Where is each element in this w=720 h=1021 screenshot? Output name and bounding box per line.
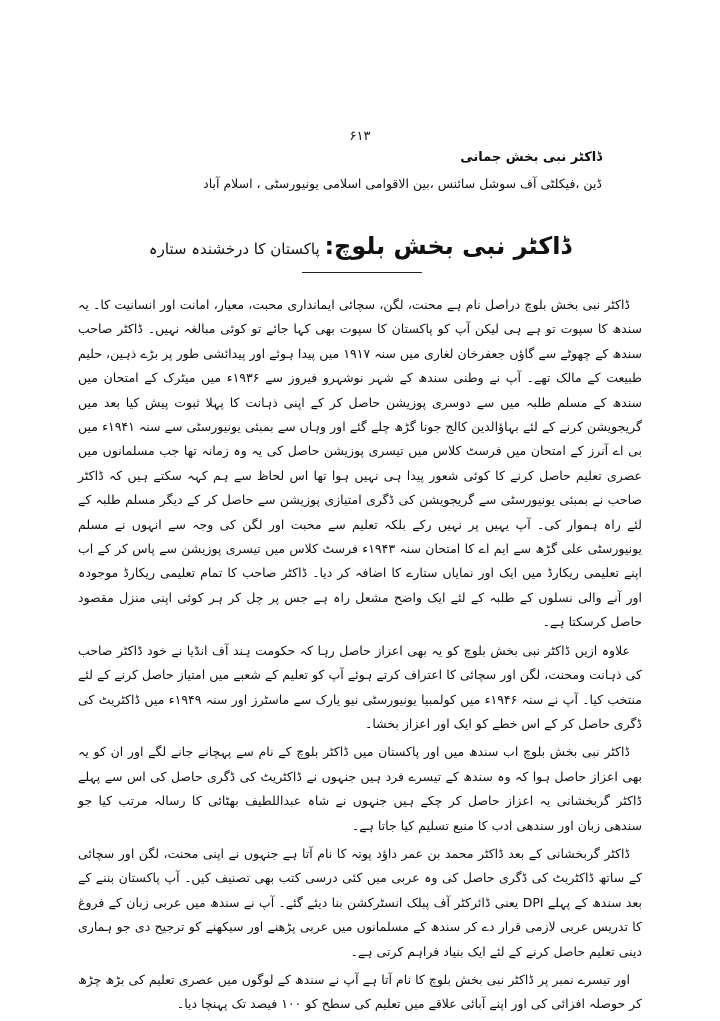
author-name: ڈاکٹر نبی بخش جمانی [460, 150, 602, 165]
page-number: ۶۱۳ [349, 129, 371, 144]
title-divider [302, 272, 422, 273]
title-subtitle: پاکستان کا درخشندہ ستارہ [148, 240, 325, 258]
paragraph: علاوہ ازیں ڈاکٹر نبی بخش بلوچ کو یہ بھی اعزاز حاصل رہا کہ حکومت ہند آف انڈیا نے خود ڈاکٹر صاحب کی ذہانت ومحنت، لگن اور سچائی کا اعتراف کرتے ہوئے آپ کو تعلیم کے شعبے میں امتیاز حاصل کرنے کے لئے منتخب کیا۔ آپ نے سنہ ۱۹۴۶ء میں کولمبیا یونیورسٹی نیو یارک سے ماسٹرز اور سنہ ۱۹۴۹ء میں ڈاکٹریٹ کی ڈگری حاصل کر کے اس خطے کو ایک اور اعزاز بخشا۔ [78, 642, 642, 731]
paragraph: ڈاکٹر نبی بخش بلوچ دراصل نام ہے محنت، لگن، سچائی ایمانداری محبت، معیار، امانت اور انسانیت کا۔ یہ سندھ کا سپوت تو ہے ہی لیکن آپ کو پاکستان کا سپوت بھی کہا جائے تو کوئی مبالغہ نہیں۔ ڈاکٹر صاحب سندھ کے چھوٹے سے گاؤں جعفرخان لغاری میں سنہ ۱۹۱۷ میں پیدا ہوئے اور پیدائشی طور پر بڑے ذہین، حلیم طبیعت کے مالک تھے۔ آپ نے وطنی سندھ کے شہر نوشہرو فیروز سے ۱۹۳۶ء میں میٹرک کے امتحان میں سندھ کے مسلم طلبہ میں سے دوسری پوزیشن حاصل کر کے اپنی ذہانت کا پہلا ثبوت پیش کیا بعد میں گریجویشن کرنے کے لئے بہاؤالدین کالج جونا گڑھ چلے گئے اور وہاں سے بمبئی یونیورسٹی سے سنہ ۱۹۴۱ء میں بی اے آنرز کے امتحان میں فرسٹ کلاس میں تیسری پوزیشن حاصل کی یہ وہ زمانہ تھا جب مسلمانوں میں عصری تعلیم حاصل کرنے کا کوئی شعور پیدا ہی نہیں ہوا تھا اس لحاظ سے ہم کہہ سکتے ہیں کہ ڈاکٹر صاحب نے بمبئی یونیورسٹی سے گریجویشن کی ڈگری امتیازی پوزیشن سے حاصل کر کے دیگر مسلم طلبہ کے لئے راہ ہموار کی۔ آپ یہیں پر نہیں رکے بلکہ تعلیم سے محبت اور لگن کی وجہ سے انہوں نے مسلم یونیورسٹی علی گڑھ سے ایم اے کا امتحان سنہ ۱۹۴۳ء فرسٹ کلاس میں تیسری پوزیشن سے پاس کر کے اب اپنے تعلیمی ریکارڈ میں ایک اور نمایاں ستارے کا اضافہ کر دیا۔ ڈاکٹر صاحب کا تمام تعلیمی ریکارڈ موجودہ اور آنے والی نسلوں کے طلبہ کے لئے ایک واضح مشعل راہ ہے جس پر چل کر ہر کوئی اپنی منزل مقصود حاصل کرسکتا ہے۔ [78, 297, 643, 630]
paragraph: ڈاکٹر گربخشانی کے بعد ڈاکٹر محمد بن عمر داؤد پوتہ کا نام آتا ہے جنہوں نے اپنی محنت، لگن اور سچائی کے ساتھ ڈاکٹریٹ کی ڈگری حاصل کی وہ عربی میں کئی درسی کتب بھی تصنیف کیں۔ آپ پاکستان بننے کے بعد سندھ کے پہلے DPI یعنی ڈائرکٹر آف پبلک انسٹرکشن بنا دیئے گئے۔ آپ نے سندھ میں عربی زبان کے فروغ کا تدریس عربی لازمی قرار دے کر سندھ کے مسلمانوں میں عربی پڑھنے اور سیکھنے کو ترجیح دی جو ہماری دینی تعلیم حاصل کرنے کے لئے ایک بنیاد فراہم کرتی ہے۔ [78, 845, 642, 959]
paragraph: اور تیسرے نمبر پر ڈاکٹر نبی بخش بلوچ کا نام آتا ہے آپ نے سندھ کے لوگوں میں عصری تعلیم کی بڑھ چڑھ کر حوصلہ افزائی کی اور اپنے آبائی علاقے میں تعلیم کی سطح کو ۱۰۰ فیصد تک پہنچا دیا۔ [78, 971, 642, 1012]
author-affiliation: ڈین ،فیکلٹی آف سوشل سائنس ،بین الاقوامی اسلامی یونیورسٹی ، اسلام آباد [203, 176, 602, 191]
paragraph: ڈاکٹر نبی بخش بلوچ اب سندھ میں اور پاکستان میں ڈاکٹر بلوچ کے نام سے پہچانے جانے لگے اور ان کو یہ بھی اعزاز حاصل ہوا کہ وہ سندھ کے تیسرے فرد ہیں جنہوں نے ڈاکٹریٹ کی ڈگری حاصل کی اس سے پہلے ڈاکٹر گربخشانی یہ اعزاز حاصل کر چکے ہیں جنہوں نے شاہ عبداللطیف بھٹائی کا رسالہ مرتب کیا جو سندھی زبان اور سندھی ادب کا منبع تسلیم کیا جاتا ہے۔ [78, 744, 642, 833]
article-body [78, 293, 642, 1021]
title-main: ڈاکٹر نبی بخش بلوچ: [324, 232, 572, 260]
article-title [0, 232, 720, 260]
